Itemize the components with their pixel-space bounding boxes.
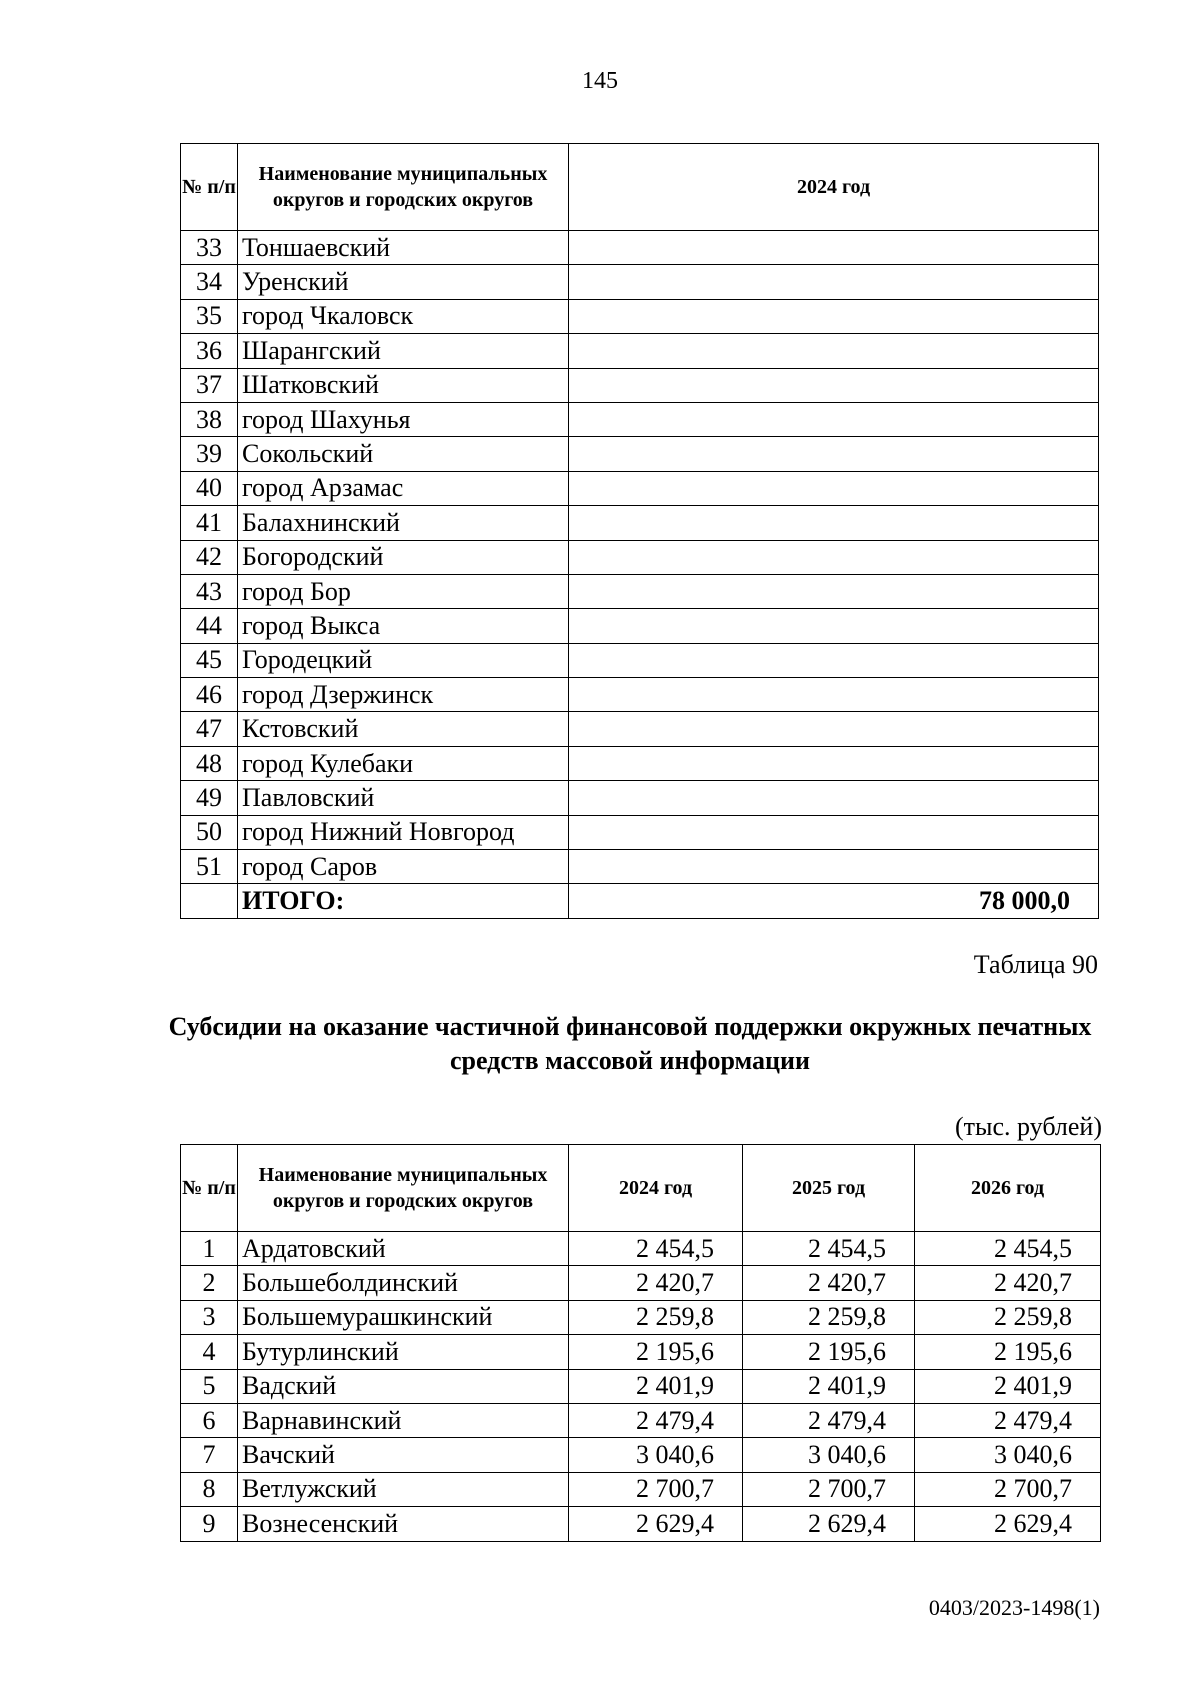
row-name: Кстовский xyxy=(238,712,569,746)
row-name: город Саров xyxy=(238,850,569,884)
table-row xyxy=(181,334,1099,368)
table-row xyxy=(181,1438,1101,1472)
row-number: 38 xyxy=(181,402,238,436)
row-value-2026: 2 401,9 xyxy=(915,1369,1101,1403)
table-row xyxy=(181,678,1099,712)
row-name: Сокольский xyxy=(238,437,569,471)
row-number: 51 xyxy=(181,850,238,884)
row-number: 4 xyxy=(181,1335,238,1369)
row-value-2024: 3 040,6 xyxy=(569,1438,743,1472)
row-name: Шатковский xyxy=(238,368,569,402)
row-value-2026: 2 479,4 xyxy=(915,1403,1101,1437)
row-name: город Нижний Новгород xyxy=(238,815,569,849)
row-name: город Бор xyxy=(238,574,569,608)
table-header-row xyxy=(181,144,1099,231)
row-value-2024 xyxy=(569,781,1099,815)
row-value-2026: 3 040,6 xyxy=(915,1438,1101,1472)
row-name: Варнавинский xyxy=(238,1403,569,1437)
row-number: 34 xyxy=(181,265,238,299)
row-name: город Выкса xyxy=(238,609,569,643)
row-name: Ардатовский xyxy=(238,1232,569,1266)
row-number: 39 xyxy=(181,437,238,471)
table-row xyxy=(181,1403,1101,1437)
row-value-2024: 2 700,7 xyxy=(569,1472,743,1506)
header-num: № п/п xyxy=(181,144,238,231)
row-value-2024: 2 479,4 xyxy=(569,1403,743,1437)
row-value-2024 xyxy=(569,574,1099,608)
row-name: Вознесенский xyxy=(238,1507,569,1541)
row-value-2025: 2 454,5 xyxy=(743,1232,915,1266)
row-value-2024 xyxy=(569,299,1099,333)
table-row xyxy=(181,265,1099,299)
document-code: 0403/2023-1498(1) xyxy=(928,1595,1100,1620)
row-value-2024 xyxy=(569,231,1099,265)
header-2025: 2025 год xyxy=(743,1145,915,1232)
total-row xyxy=(181,884,1099,919)
row-value-2024 xyxy=(569,540,1099,574)
row-name: Вачский xyxy=(238,1438,569,1472)
row-value-2026: 2 420,7 xyxy=(915,1266,1101,1300)
table-row xyxy=(181,1507,1101,1541)
row-value-2026: 2 700,7 xyxy=(915,1472,1101,1506)
units-label: (тыс. рублей) xyxy=(954,1112,1102,1141)
table-header-row xyxy=(181,1145,1101,1232)
row-value-2024 xyxy=(569,368,1099,402)
total-value: 78 000,0 xyxy=(569,884,1099,919)
row-number: 50 xyxy=(181,815,238,849)
table-row xyxy=(181,1300,1101,1334)
table-row xyxy=(181,402,1099,436)
row-value-2026: 2 259,8 xyxy=(915,1300,1101,1334)
row-number: 2 xyxy=(181,1266,238,1300)
row-name: Вадский xyxy=(238,1369,569,1403)
header-2024: 2024 год xyxy=(569,1145,743,1232)
row-name: Шарангский xyxy=(238,334,569,368)
row-name: Большеболдинский xyxy=(238,1266,569,1300)
row-number: 7 xyxy=(181,1438,238,1472)
row-name: Богородский xyxy=(238,540,569,574)
row-value-2024: 2 195,6 xyxy=(569,1335,743,1369)
table-row xyxy=(181,1369,1101,1403)
row-number: 35 xyxy=(181,299,238,333)
row-value-2024: 2 259,8 xyxy=(569,1300,743,1334)
row-name: Балахнинский xyxy=(238,506,569,540)
row-number: 36 xyxy=(181,334,238,368)
row-number: 48 xyxy=(181,746,238,780)
row-value-2025: 2 195,6 xyxy=(743,1335,915,1369)
row-number: 37 xyxy=(181,368,238,402)
row-name: Ветлужский xyxy=(238,1472,569,1506)
row-value-2025: 3 040,6 xyxy=(743,1438,915,1472)
row-name: город Чкаловск xyxy=(238,299,569,333)
row-name: Городецкий xyxy=(238,643,569,677)
row-number: 46 xyxy=(181,678,238,712)
row-number: 45 xyxy=(181,643,238,677)
table-row xyxy=(181,850,1099,884)
row-number: 3 xyxy=(181,1300,238,1334)
row-number: 1 xyxy=(181,1232,238,1266)
row-value-2025: 2 401,9 xyxy=(743,1369,915,1403)
row-value-2024 xyxy=(569,746,1099,780)
table-row xyxy=(181,1266,1101,1300)
table-title: Субсидии на оказание частичной финансовой поддержки окружных печатных средств массовой информации xyxy=(168,1012,1092,1075)
table-caption: Таблица 90 xyxy=(973,950,1098,979)
row-value-2024: 2 401,9 xyxy=(569,1369,743,1403)
table-row xyxy=(181,299,1099,333)
page-number: 145 xyxy=(582,68,618,94)
row-value-2024 xyxy=(569,815,1099,849)
row-value-2024: 2 629,4 xyxy=(569,1507,743,1541)
row-value-2024 xyxy=(569,471,1099,505)
row-value-2026: 2 629,4 xyxy=(915,1507,1101,1541)
row-value-2024 xyxy=(569,609,1099,643)
row-name: Павловский xyxy=(238,781,569,815)
row-value-2024: 2 454,5 xyxy=(569,1232,743,1266)
table-subsidies xyxy=(180,1144,1101,1542)
table-row xyxy=(181,781,1099,815)
table-continuation xyxy=(180,143,1099,919)
row-number: 47 xyxy=(181,712,238,746)
row-name: город Дзержинск xyxy=(238,678,569,712)
table-row xyxy=(181,643,1099,677)
row-name: город Арзамас xyxy=(238,471,569,505)
row-value-2024 xyxy=(569,850,1099,884)
table-row xyxy=(181,815,1099,849)
header-name: Наименование муниципальных округов и городских округов xyxy=(238,1145,569,1232)
table-row xyxy=(181,540,1099,574)
table-row xyxy=(181,746,1099,780)
table-row xyxy=(181,506,1099,540)
table-row xyxy=(181,1472,1101,1506)
table-row xyxy=(181,712,1099,746)
total-num-cell xyxy=(181,884,238,919)
row-value-2024 xyxy=(569,265,1099,299)
table-row xyxy=(181,1232,1101,1266)
header-num: № п/п xyxy=(181,1145,238,1232)
row-value-2024 xyxy=(569,678,1099,712)
total-label: ИТОГО: xyxy=(238,884,569,919)
row-value-2025: 2 629,4 xyxy=(743,1507,915,1541)
table-row xyxy=(181,437,1099,471)
row-value-2025: 2 420,7 xyxy=(743,1266,915,1300)
row-name: город Шахунья xyxy=(238,402,569,436)
row-value-2026: 2 454,5 xyxy=(915,1232,1101,1266)
row-name: Тоншаевский xyxy=(238,231,569,265)
table-row xyxy=(181,1335,1101,1369)
row-number: 43 xyxy=(181,574,238,608)
row-value-2024 xyxy=(569,506,1099,540)
row-number: 9 xyxy=(181,1507,238,1541)
table-row xyxy=(181,574,1099,608)
row-value-2024: 2 420,7 xyxy=(569,1266,743,1300)
table-row xyxy=(181,471,1099,505)
header-name: Наименование муниципальных округов и городских округов xyxy=(238,144,569,231)
row-number: 41 xyxy=(181,506,238,540)
row-name: город Кулебаки xyxy=(238,746,569,780)
row-number: 42 xyxy=(181,540,238,574)
row-value-2024 xyxy=(569,334,1099,368)
row-name: Уренский xyxy=(238,265,569,299)
row-number: 8 xyxy=(181,1472,238,1506)
row-value-2024 xyxy=(569,643,1099,677)
row-value-2024 xyxy=(569,402,1099,436)
table-row xyxy=(181,368,1099,402)
table-row xyxy=(181,609,1099,643)
header-2026: 2026 год xyxy=(915,1145,1101,1232)
row-number: 5 xyxy=(181,1369,238,1403)
header-2024: 2024 год xyxy=(569,144,1099,231)
row-value-2024 xyxy=(569,437,1099,471)
row-number: 6 xyxy=(181,1403,238,1437)
row-value-2024 xyxy=(569,712,1099,746)
row-value-2025: 2 700,7 xyxy=(743,1472,915,1506)
row-value-2026: 2 195,6 xyxy=(915,1335,1101,1369)
row-number: 44 xyxy=(181,609,238,643)
row-number: 40 xyxy=(181,471,238,505)
row-name: Бутурлинский xyxy=(238,1335,569,1369)
row-number: 33 xyxy=(181,231,238,265)
row-value-2025: 2 479,4 xyxy=(743,1403,915,1437)
row-name: Большемурашкинский xyxy=(238,1300,569,1334)
row-number: 49 xyxy=(181,781,238,815)
table-row xyxy=(181,231,1099,265)
row-value-2025: 2 259,8 xyxy=(743,1300,915,1334)
